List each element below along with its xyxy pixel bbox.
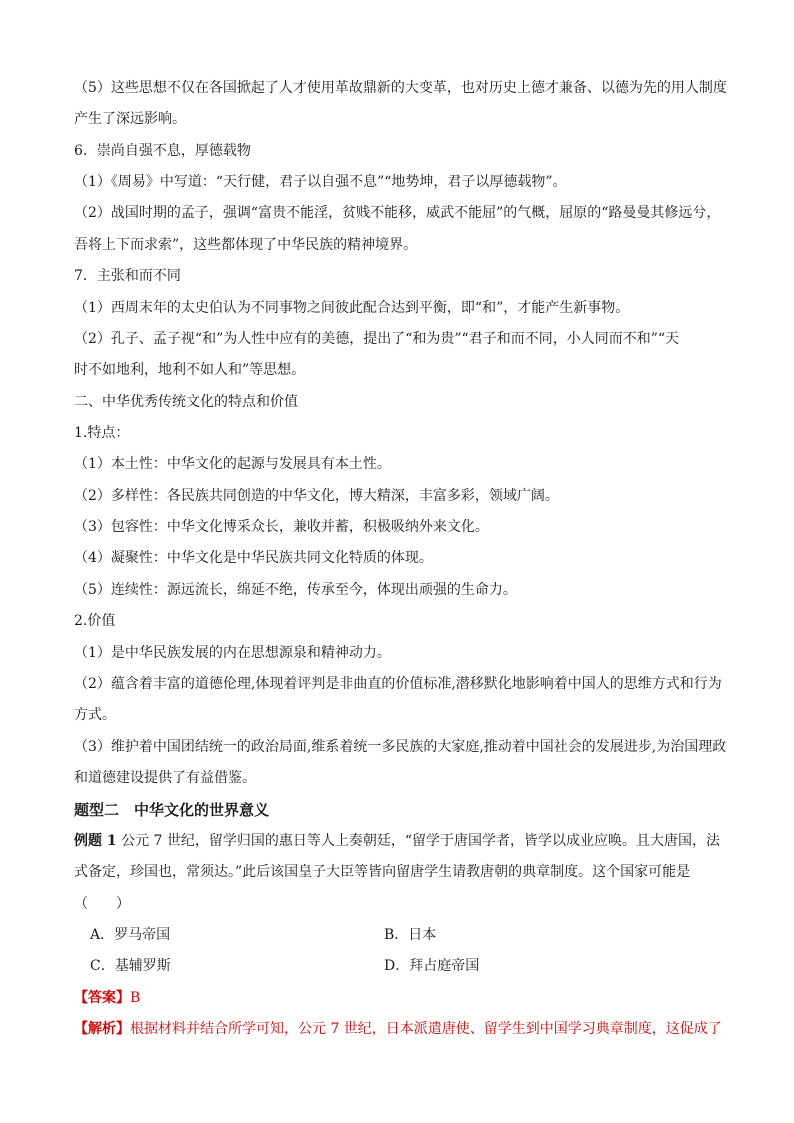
paragraph-line: （1）是中华民族发展的内在思想源泉和精神动力。 <box>74 645 391 661</box>
option-c: C．基辅罗斯 <box>90 958 171 974</box>
paragraph-line: （5）这些思想不仅在各国掀起了人才使用革故鼎新的大变革，也对历史上德才兼备、以德为先的用人制度 <box>74 80 727 96</box>
question-label: 例题 1 <box>74 833 117 849</box>
paragraph-line: （1）西周末年的太史伯认为不同事物之间彼此配合达到平衡，即“和”，才能产生新事物。 <box>74 300 630 316</box>
section-heading: 二、中华优秀传统文化的特点和价值 <box>74 394 298 410</box>
analysis-tag: 【解析】 <box>74 1021 130 1037</box>
paragraph-line: 方式。 <box>74 707 116 723</box>
list-heading: 7．主张和而不同 <box>74 268 181 284</box>
question-stem-cont: 式备定，珍国也，常须达。”此后该国皇子大臣等皆向留唐学生请教唐朝的典章制度。这个国家可能是 <box>74 864 691 880</box>
paragraph-line: （4）凝聚性：中华文化是中华民族共同文化特质的体现。 <box>74 550 433 566</box>
option-d: D．拜占庭帝国 <box>384 958 480 974</box>
paragraph-line: （3）维护着中国团结统一的政治局面,维系着统一多民族的大家庭,推动着中国社会的发展进步,为治国理政 <box>74 739 727 755</box>
paragraph-line: 时不如地利，地利不如人和”等思想。 <box>74 362 306 378</box>
question-type-title: 题型二 中华文化的世界意义 <box>74 801 270 819</box>
option-b: B．日本 <box>384 927 437 943</box>
paragraph-line: （2）孔子、孟子视“和”为人性中应有的美德，提出了“和为贵”“君子和而不同，小人同而不和”“天 <box>74 331 680 347</box>
analysis-text: 根据材料并结合所学可知，公元 7 世纪，日本派遣唐使、留学生到中国学习典章制度，这促成了 <box>130 1021 722 1037</box>
paragraph-line: （1）本土性：中华文化的起源与发展具有本土性。 <box>74 456 391 472</box>
answer-tag: 【答案】 <box>74 990 130 1006</box>
question-stem <box>74 831 720 851</box>
paragraph-line: 吾将上下而求索”，这些都体现了中华民族的精神境界。 <box>74 237 418 253</box>
paragraph-line: 产生了深远影响。 <box>74 111 186 127</box>
paragraph-line: （2）蕴含着丰富的道德伦理,体现着评判是非曲直的价值标准,潜移默化地影响着中国人的思维方式和行为 <box>74 676 722 692</box>
analysis-line <box>74 1019 722 1039</box>
answer-value: B <box>130 990 141 1006</box>
paragraph-line: （2）战国时期的孟子，强调“富贵不能淫，贫贱不能移，威武不能屈”的气概，屈原的“路曼曼其修远兮， <box>74 205 721 221</box>
answer-blank: （ ） <box>74 896 130 912</box>
subsection-heading: 1.特点： <box>74 425 130 441</box>
option-a: A．罗马帝国 <box>90 927 171 943</box>
paragraph-line: （3）包容性：中华文化博采众长，兼收并蓄，积极吸纳外来文化。 <box>74 519 489 535</box>
paragraph-line: （5）连续性：源远流长，绵延不绝，传承至今，体现出顽强的生命力。 <box>74 582 517 598</box>
answer-line <box>74 988 140 1008</box>
subsection-heading: 2.价值 <box>74 613 116 629</box>
paragraph-line: 和道德建设提供了有益借鉴。 <box>74 770 256 786</box>
list-heading: 6．崇尚自强不息，厚德载物 <box>74 143 251 159</box>
question-text: 公元 7 世纪，留学归国的惠日等人上奏朝廷，“留学于唐国学者，皆学以成业应唤。且大唐国，法 <box>121 833 721 849</box>
paragraph-line: （2）多样性：各民族共同创造的中华文化，博大精深，丰富多彩，领域广阔。 <box>74 488 559 504</box>
paragraph-line: （1）《周易》中写道：“天行健，君子以自强不息”“地势坤，君子以厚德载物”。 <box>74 174 567 190</box>
